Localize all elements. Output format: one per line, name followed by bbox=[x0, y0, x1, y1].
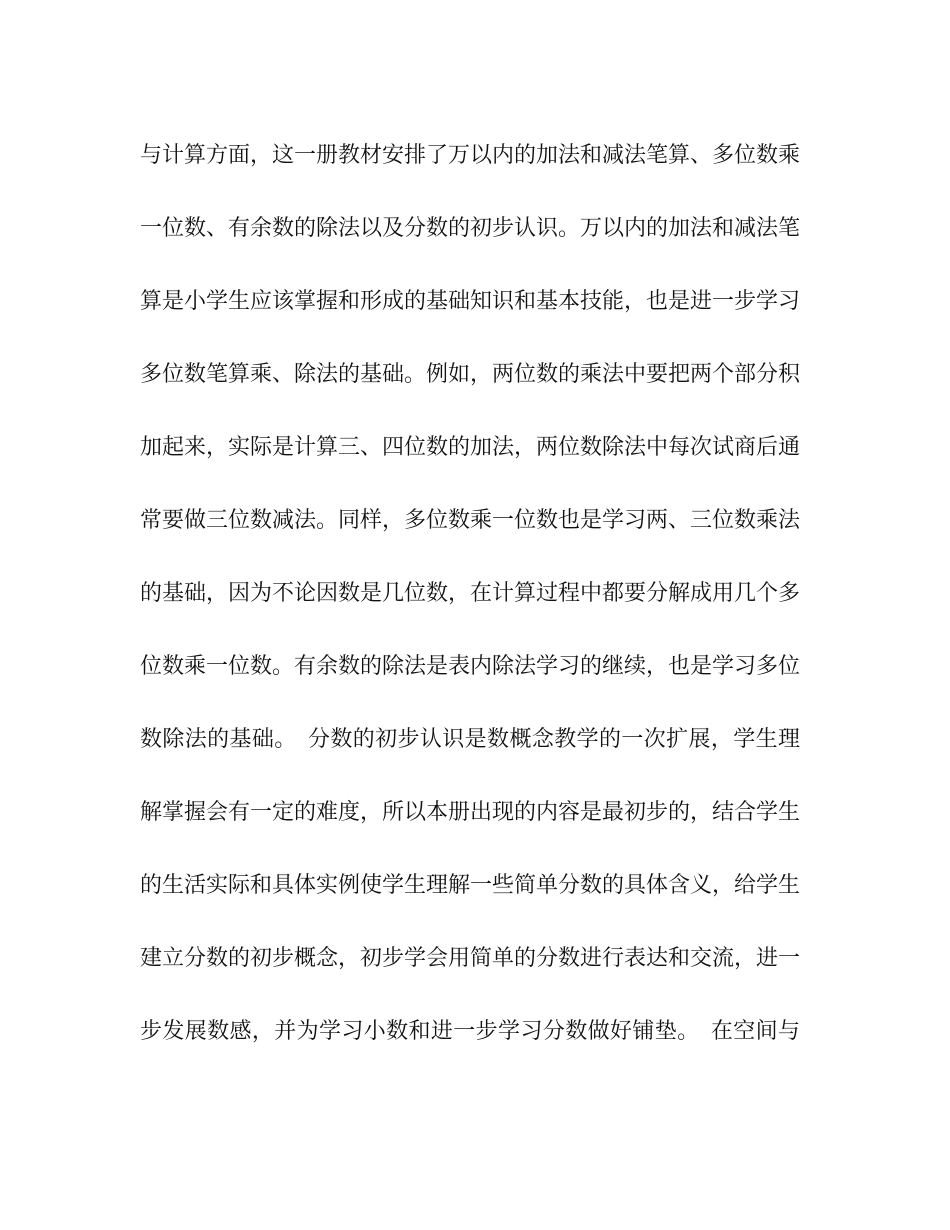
text-line: 算是小学生应该掌握和形成的基础知识和基本技能，也是进一步学习 bbox=[140, 289, 801, 314]
text-line: 常要做三位数减法。同样，多位数乘一位数也是学习两、三位数乘法 bbox=[140, 508, 801, 533]
text-line: 多位数笔算乘、除法的基础。例如，两位数的乘法中要把两个部分积 bbox=[140, 362, 801, 387]
text-line: 的基础，因为不论因数是几位数，在计算过程中都要分解成用几个多 bbox=[140, 581, 801, 606]
body-text bbox=[140, 134, 800, 1083]
text-line: 一位数、有余数的除法以及分数的初步认识。万以内的加法和减法笔 bbox=[140, 216, 801, 241]
text-line: 与计算方面，这一册教材安排了万以内的加法和减法笔算、多位数乘 bbox=[140, 143, 801, 168]
text-line: 步发展数感，并为学习小数和进一步学习分数做好铺垫。 在空间与 bbox=[140, 1019, 800, 1044]
text-line: 的生活实际和具体实例使学生理解一些简单分数的具体含义，给学生 bbox=[140, 873, 801, 898]
text-line: 解掌握会有一定的难度，所以本册出现的内容是最初步的，结合学生 bbox=[140, 800, 801, 825]
text-line: 建立分数的初步概念，初步学会用简单的分数进行表达和交流，进一 bbox=[140, 946, 801, 971]
text-line: 加起来，实际是计算三、四位数的加法，两位数除法中每次试商后通 bbox=[140, 435, 801, 460]
text-line: 位数乘一位数。有余数的除法是表内除法学习的继续，也是学习多位 bbox=[140, 654, 801, 679]
text-line: 数除法的基础。 分数的初步认识是数概念教学的一次扩展，学生理 bbox=[140, 727, 800, 752]
